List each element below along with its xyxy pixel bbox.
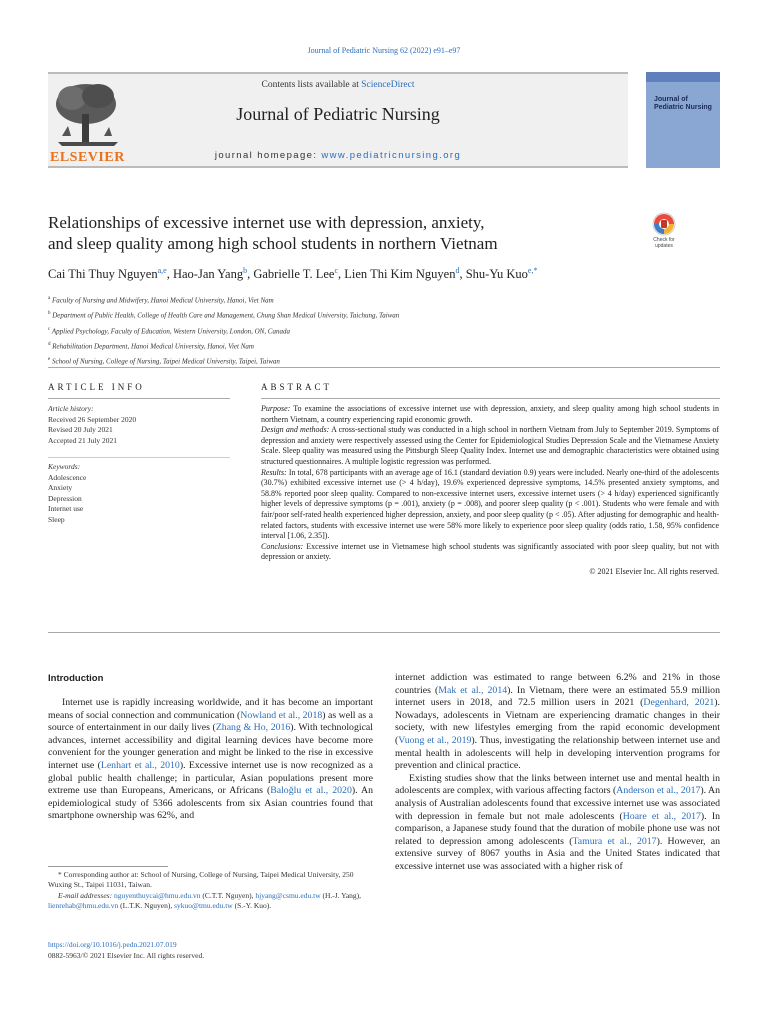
cover-title — [654, 96, 712, 111]
issn-copyright: 0882-5963/© 2021 Elsevier Inc. All rights reserved. — [48, 950, 205, 960]
history-label: Article history: — [48, 404, 94, 413]
keywords-label: Keywords: — [48, 462, 81, 471]
author-name: Hao-Jan Yang — [172, 267, 244, 282]
divider — [48, 632, 720, 633]
body-text: internet addiction was estimated to range between 6.2% and 21% in those countries ( — [395, 672, 720, 696]
body-column-left — [48, 697, 373, 823]
affiliation-text: Applied Psychology, Faculty of Education, Western University, London, ON, Canada — [50, 326, 290, 335]
author-name: Gabrielle T. Lee — [253, 267, 335, 282]
author-affiliation-marker[interactable]: d — [455, 266, 460, 275]
abstract-design — [261, 425, 719, 467]
author-affiliation-marker[interactable]: c — [334, 266, 339, 275]
body-paragraph — [395, 773, 720, 874]
author-name: Lien Thi Kim Nguyen — [344, 267, 456, 282]
affiliation-text: Department of Public Health, College of Health Care and Management, Chung Shan Medical University, Taichung, Taiwan — [50, 311, 400, 320]
affiliation — [48, 323, 728, 338]
body-text: ). With technological advances, internet accessibility and digital learning devices have become more convenient for the younger generation and might be linked to the rise in excessive internet use ( — [48, 722, 373, 771]
affiliation-marker: e — [48, 357, 51, 363]
publisher-name: ELSEVIER — [50, 150, 125, 165]
cover-title-line1: Journal of — [654, 96, 688, 103]
affiliation-marker: a — [48, 296, 51, 301]
corresponding-author-footnote — [48, 870, 373, 911]
conclusions-text: Excessive internet use in Vietnamese high school students was significantly associated with poor sleep quality, but not with depression or anxiety. — [261, 541, 719, 562]
email-link[interactable]: hjyang@csmu.edu.tw — [255, 890, 321, 900]
body-text: ). In comparison, a Japanese study found that the duration of mobile phone use was not related to depression among adolescents ( — [395, 810, 720, 847]
citation-link[interactable]: Nowland et al., 2018 — [240, 709, 323, 721]
citation-link[interactable]: Lenhart et al., 2010 — [100, 759, 180, 771]
keyword-list — [48, 473, 230, 526]
conclusions-label: Conclusions: — [261, 541, 304, 551]
journal-title: Journal of Pediatric Nursing — [236, 104, 440, 124]
journal-homepage — [48, 150, 628, 161]
body-text: ). In Vietnam, there were an estimated 55.9 million internet users in 2018, and 72.5 million users in 2021 ( — [395, 684, 720, 709]
body-column-right — [395, 672, 720, 874]
affiliation-marker: d — [48, 341, 51, 347]
sciencedirect-link[interactable]: ScienceDirect — [361, 80, 415, 90]
abstract-purpose — [261, 404, 719, 425]
citation-link[interactable]: Anderson et al., 2017 — [616, 785, 701, 797]
body-paragraph — [48, 697, 373, 823]
cover-stripe — [646, 72, 720, 82]
abstract-body — [261, 404, 719, 578]
affiliation — [48, 338, 728, 353]
author-affiliation-marker[interactable]: e,* — [527, 266, 538, 275]
author-separator: , — [338, 267, 345, 282]
journal-masthead — [48, 72, 628, 168]
citation-link[interactable]: Hoare et al., 2017 — [622, 810, 701, 822]
citation-link[interactable]: Zhang & Ho, 2016 — [215, 722, 291, 734]
email-owner: (S.-Y. Kuo). — [232, 900, 272, 910]
doi-block — [48, 940, 373, 961]
body-text: Existing studies show that the links between internet use and mental health in adolescents are complex, with various affecting factors ( — [395, 772, 720, 797]
body-text: ). However, an extensive survey of 8067 youths in Asia and the United States indicated that excessive internet use was associated with a higher risk of — [395, 835, 720, 872]
cover-title-line2: Pediatric Nursing — [654, 103, 712, 111]
citation-link[interactable]: Tamura et al., 2017 — [572, 835, 657, 847]
revised-date: Revised 20 July 2021 — [48, 425, 113, 434]
divider — [48, 367, 720, 368]
email-owner: (C.T.T. Nguyen), — [200, 890, 256, 900]
email-owner: (L.T.K. Nguyen), — [118, 900, 175, 910]
body-text: ) as well as a source of entertainment in our daily lives ( — [48, 709, 373, 734]
design-label: Design and methods: — [261, 425, 330, 435]
author-affiliation-marker[interactable]: a,e — [157, 266, 167, 275]
affiliation-marker: b — [48, 311, 51, 317]
introduction-heading: Introduction — [48, 673, 104, 684]
citation-link[interactable]: Baloğlu et al., 2020 — [270, 785, 352, 797]
affiliation-text: Faculty of Nursing and Midwifery, Hanoi Medical University, Hanoi, Viet Nam — [50, 296, 274, 305]
keyword: Anxiety — [48, 483, 73, 492]
body-text: ). Nowadays, adolescents in Vietnam are experiencing dramatic changes in their society, with new lifestyles emerging from the rapid economic development ( — [395, 697, 721, 746]
corresponding-author: * Corresponding author at: School of Nursing, College of Nursing, Taipei Medical University, 250 Wuxing St., Taipei 11031, Taiwan. — [48, 870, 354, 890]
homepage-url-link[interactable]: www.pediatricnursing.org — [321, 150, 462, 161]
author-list — [48, 266, 728, 282]
citation-link[interactable]: Degenhard, 2021 — [643, 697, 715, 709]
affiliation-text: Rehabilitation Department, Hanoi Medical University, Hanoi, Viet Nam — [50, 342, 254, 351]
body-text: ). An epidemiological study of 5366 adolescents from six Asian countries found that smartphone ownership was 62%, and — [48, 785, 373, 822]
footnote-divider — [48, 866, 168, 867]
article-info — [48, 404, 230, 446]
divider — [48, 457, 230, 458]
article-title — [48, 212, 628, 254]
keywords-block — [48, 462, 230, 525]
email-link[interactable]: lienrehab@hmu.edu.vn — [48, 900, 119, 910]
author-separator: , — [247, 267, 254, 282]
elsevier-logo — [48, 78, 128, 168]
email-link[interactable]: sykuo@tmu.edu.tw — [174, 900, 233, 910]
affiliation-text: School of Nursing, College of Nursing, Taipei Medical University, Taipei, Taiwan — [50, 357, 280, 366]
abstract-heading: ABSTRACT — [261, 382, 333, 392]
body-text: ). An analysis of Australian adolescents found that excessive internet use was associated with depression in female but not male adolescents ( — [395, 785, 720, 822]
email-link[interactable]: nguyenthuycai@hmu.edu.vn — [113, 890, 201, 900]
author-name: Cai Thi Thuy Nguyen — [48, 267, 158, 282]
author-separator: , — [459, 267, 466, 282]
article-info-heading: ARTICLE INFO — [48, 382, 145, 392]
check-updates-icon — [646, 212, 682, 238]
keyword: Depression — [48, 493, 82, 503]
citation-link[interactable]: Mak et al., 2014 — [438, 684, 508, 696]
purpose-text: To examine the associations of excessive internet use with depression, anxiety, and sleep quality among high school students in northern Vietnam, a country experiencing rapid economic growth. — [261, 404, 719, 424]
abstract-results — [261, 468, 719, 542]
affiliation-list — [48, 292, 728, 369]
email-label: E-mail addresses: — [58, 890, 114, 900]
affiliation — [48, 292, 728, 307]
results-label: Results: — [261, 467, 287, 477]
contents-line — [48, 80, 628, 90]
affiliation-marker: c — [48, 326, 51, 332]
author-separator: , — [166, 267, 173, 282]
accepted-date: Accepted 21 July 2021 — [48, 435, 117, 445]
received-date: Received 26 September 2020 — [48, 414, 137, 424]
abstract-conclusions — [261, 542, 719, 563]
article-title-line1: Relationships of excessive internet use with depression, anxiety, — [48, 213, 485, 232]
body-paragraph — [395, 672, 720, 773]
body-text: Internet use is rapidly increasing worldwide, and it has become an important means of social connection and communication ( — [48, 697, 373, 721]
author-name: Shu-Yu Kuo — [465, 267, 528, 282]
body-text: ). Excessive internet use is now recognized as a global public health challenge; in particular, Asian populations present more extreme use than Europeans, Americans, or Africans ( — [48, 759, 373, 797]
keyword: Sleep — [48, 514, 65, 524]
citation-link[interactable]: Vuong et al., 2019 — [398, 734, 472, 746]
article-title-line2: and sleep quality among high school students in northern Vietnam — [48, 234, 498, 253]
check-for-updates-button[interactable] — [646, 212, 682, 252]
keyword: Internet use — [48, 504, 84, 513]
journal-citation-link[interactable]: Journal of Pediatric Nursing 62 (2022) e91–e97 — [307, 46, 461, 55]
journal-cover-image[interactable] — [646, 72, 720, 168]
keyword: Adolescence — [48, 472, 87, 482]
design-text: A cross-sectional study was conducted in a high school in northern Vietnam from July to September 2019. Symptoms of depression and anxiety were respectively assessed using the Center for Epidemiological Studies Depression Scale and the Vietnamese Anxiety Scale. Sleep quality was measured using the Pittsburgh Sleep Quality Index. Internet use and demographic characteristics were obtained using structured questionnaires. A multiple logistic regression was performed. — [261, 425, 719, 466]
email-owner: (H.-J. Yang), — [320, 890, 362, 900]
results-text: In total, 678 participants with an average age of 16.1 (standard deviation 0.9) years were included. Nearly one-third of the adolescents (30.7%) exhibited excessive internet use (> 4 h/day), 19.6% experienced depressive symptoms, 14.5% presented anxiety symptoms, and 58.8% reported poor sleep quality. Compared to non-excessive internet users, excessive internet users (> 4 h/day) experienced significantly higher levels of depressive symptoms (p = .001), anxiety (p = .008), and poorer sleep quality (p < .001). Students who were female and with fair/poor self-rated health experienced higher depression, anxiety, and poor sleep quality (p < .05). After adjusting for demographic and health-related factors, students with excessive internet use were 58% more likely to experience poor sleep quality (odds ratio, 1.58, 95% confidence interval [1.06, 2.35]). — [261, 467, 719, 541]
body-text: ). Thus, investigating the relationship between internet use and mental health in adolescents will help in developing intervention programs for prevention and clinical practice. — [395, 734, 720, 772]
affiliation — [48, 307, 728, 322]
check-updates-label: Check for updates — [653, 237, 675, 249]
copyright-notice: © 2021 Elsevier Inc. All rights reserved. — [589, 566, 719, 576]
elsevier-tree-icon — [48, 78, 128, 150]
contents-prefix: Contents lists available at — [261, 80, 362, 90]
email-addresses — [48, 891, 373, 912]
homepage-label: journal homepage: — [214, 150, 322, 161]
divider — [261, 398, 720, 399]
purpose-label: Purpose: — [261, 404, 291, 413]
doi-link[interactable]: https://doi.org/10.1016/j.pedn.2021.07.019 — [48, 940, 177, 949]
author-affiliation-marker[interactable]: b — [243, 266, 248, 275]
divider — [48, 398, 230, 399]
